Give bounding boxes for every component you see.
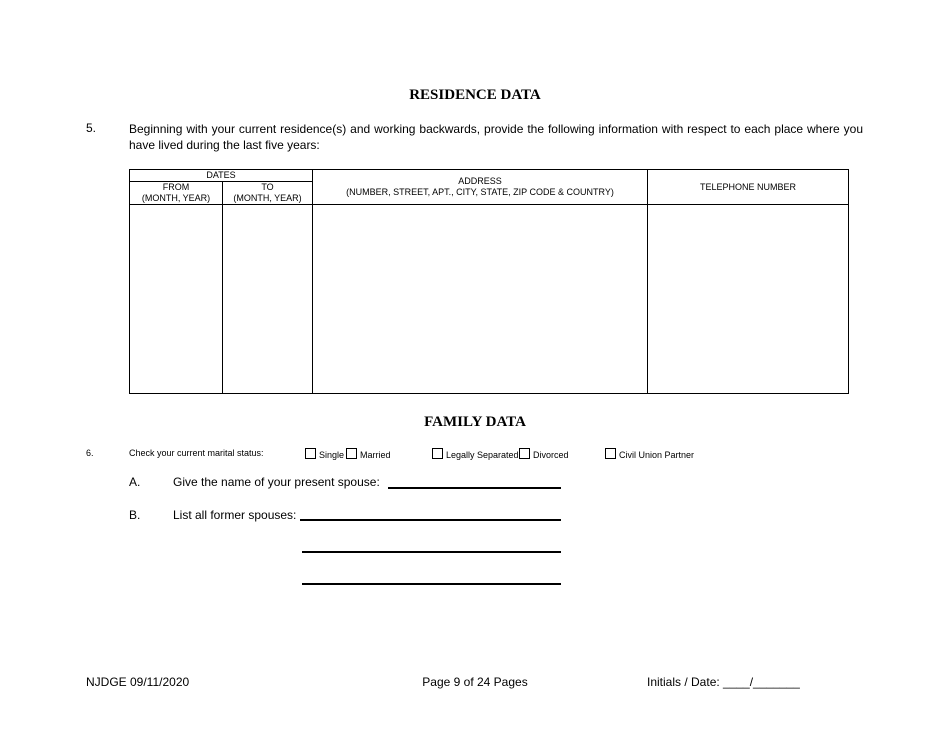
- address-header: [313, 170, 648, 205]
- residence-heading: RESIDENCE DATA: [409, 87, 541, 103]
- option-civil-union[interactable]: [605, 448, 694, 460]
- item-b-letter: B.: [129, 508, 141, 522]
- family-heading: FAMILY DATA: [424, 414, 526, 430]
- question-5-text: Beginning with your current residence(s) and working backwards, provide the following information with respect to each place where you have lived during the last five years:: [129, 122, 863, 152]
- from-header: [130, 182, 223, 205]
- single-checkbox[interactable]: [305, 448, 316, 459]
- married-checkbox[interactable]: [346, 448, 357, 459]
- civil-union-checkbox[interactable]: [605, 448, 616, 459]
- option-legally-separated[interactable]: [432, 448, 519, 460]
- to-label: TO: [261, 182, 274, 192]
- item-a-text: Give the name of your present spouse:: [173, 475, 380, 489]
- married-label: Married: [360, 450, 391, 460]
- from-cell[interactable]: [130, 205, 223, 394]
- marital-status-prompt: Check your current marital status:: [129, 448, 264, 458]
- to-header: [223, 182, 313, 205]
- from-label: FROM: [162, 182, 190, 192]
- single-label: Single: [319, 450, 345, 460]
- question-6-number: 6.: [86, 448, 94, 458]
- residence-table: [129, 169, 849, 394]
- divorced-checkbox[interactable]: [519, 448, 530, 459]
- initials-date: Initials / Date: ____/_______: [647, 675, 800, 689]
- civil-union-label: Civil Union Partner: [619, 450, 695, 460]
- legally-separated-checkbox[interactable]: [432, 448, 443, 459]
- former-spouse-field-2[interactable]: [302, 551, 561, 553]
- option-single[interactable]: [305, 448, 344, 460]
- address-sublabel: (NUMBER, STREET, APT., CITY, STATE, ZIP CODE & COUNTRY): [346, 187, 614, 197]
- former-spouse-field-3[interactable]: [302, 583, 561, 585]
- address-label: ADDRESS: [458, 176, 502, 186]
- option-married[interactable]: [346, 448, 391, 460]
- address-cell[interactable]: [313, 205, 648, 394]
- telephone-header: TELEPHONE NUMBER: [648, 170, 849, 205]
- item-a-letter: A.: [129, 475, 141, 489]
- telephone-cell[interactable]: [648, 205, 849, 394]
- option-divorced[interactable]: [519, 448, 569, 460]
- item-b-text: List all former spouses:: [173, 508, 297, 522]
- divorced-label: Divorced: [533, 450, 569, 460]
- legally-separated-label: Legally Separated: [446, 450, 519, 460]
- to-cell[interactable]: [223, 205, 313, 394]
- form-id: NJDGE 09/11/2020: [86, 675, 190, 689]
- former-spouse-field-1[interactable]: [300, 519, 561, 521]
- page-number: Page 9 of 24 Pages: [422, 675, 528, 689]
- from-sublabel: (MONTH, YEAR): [141, 193, 211, 203]
- to-sublabel: (MONTH, YEAR): [233, 193, 302, 203]
- present-spouse-field[interactable]: [388, 487, 561, 489]
- dates-header: DATES: [130, 170, 313, 182]
- question-5-number: 5.: [86, 121, 97, 135]
